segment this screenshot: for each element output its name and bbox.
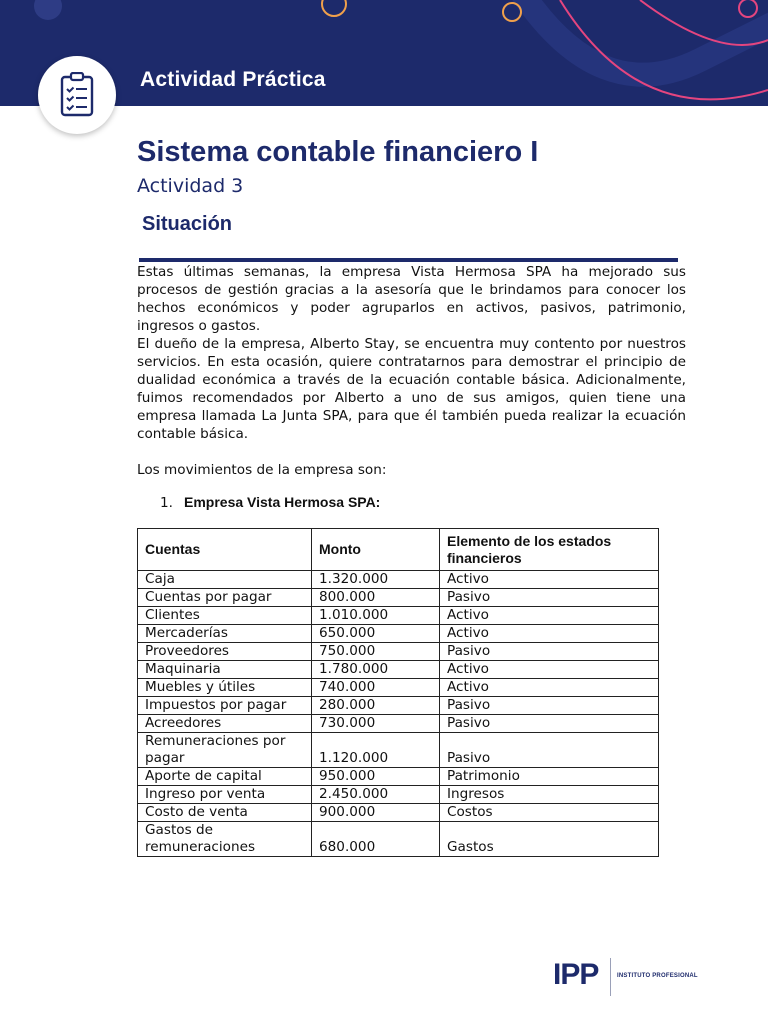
cell-amount: 740.000 [312, 679, 440, 697]
list-item-number: 1. [160, 495, 173, 511]
paragraph-1: Estas últimas semanas, la empresa Vista Hermosa SPA ha mejorado sus procesos de gestión gracias a la asesoría que le brindamos para conocer los hechos económicos y poder agruparlos en activos, pasivos, patrimonio, ingresos o gastos. [137, 264, 686, 335]
table-row [138, 822, 659, 857]
cell-account: Gastos de remuneraciones [138, 822, 312, 857]
logo-subtext: INSTITUTO PROFESIONAL [617, 973, 698, 979]
cell-account: Maquinaria [138, 661, 312, 679]
cell-element: Pasivo [440, 589, 659, 607]
checklist-clipboard-icon [38, 56, 116, 134]
cell-account: Costo de venta [138, 804, 312, 822]
table-row [138, 733, 659, 768]
cell-account: Mercaderías [138, 625, 312, 643]
cell-amount: 650.000 [312, 625, 440, 643]
cell-amount: 680.000 [312, 822, 440, 857]
cell-account: Clientes [138, 607, 312, 625]
table-row [138, 589, 659, 607]
table-row [138, 786, 659, 804]
cell-amount: 900.000 [312, 804, 440, 822]
cell-account: Aporte de capital [138, 768, 312, 786]
logo-ipp-text: IPP [553, 958, 599, 991]
cell-element: Ingresos [440, 786, 659, 804]
table-row [138, 571, 659, 589]
cell-element: Costos [440, 804, 659, 822]
cell-amount: 1.320.000 [312, 571, 440, 589]
cell-element: Activo [440, 607, 659, 625]
section-divider [139, 258, 678, 262]
paragraph-2: El dueño de la empresa, Alberto Stay, se encuentra muy contento por nuestros servicios. En esta ocasión, quiere contratarnos para demostrar el principio de dualidad económica a través de la ecuación contable básica. Adicionalmente, fuimos recomendados por Alberto a uno de sus amigos, quien tiene una empresa llamada La Junta SPA, para que él también pueda realizar la ecuación contable básica. [137, 336, 686, 443]
logo-divider [610, 958, 611, 996]
cell-amount: 750.000 [312, 643, 440, 661]
section-title: Situación [142, 213, 233, 235]
cell-amount: 1.120.000 [312, 733, 440, 768]
cell-account: Caja [138, 571, 312, 589]
table-row [138, 768, 659, 786]
cell-element: Pasivo [440, 643, 659, 661]
accounts-table [137, 528, 659, 857]
cell-element: Gastos [440, 822, 659, 857]
table-row [138, 804, 659, 822]
paragraph-3: Los movimientos de la empresa son: [137, 462, 387, 478]
cell-amount: 2.450.000 [312, 786, 440, 804]
table-row [138, 697, 659, 715]
cell-account: Ingreso por venta [138, 786, 312, 804]
cell-amount: 950.000 [312, 768, 440, 786]
list-item-1 [160, 494, 380, 511]
cell-account: Cuentas por pagar [138, 589, 312, 607]
header-elemento: Elemento de los estados financieros [440, 529, 659, 571]
cell-element: Activo [440, 625, 659, 643]
cell-account: Remuneraciones por pagar [138, 733, 312, 768]
cell-element: Patrimonio [440, 768, 659, 786]
banner-title: Actividad Práctica [140, 68, 326, 91]
cell-account: Proveedores [138, 643, 312, 661]
table-header-row [138, 529, 659, 571]
cell-account: Impuestos por pagar [138, 697, 312, 715]
table-row [138, 607, 659, 625]
document-title: Sistema contable financiero I [137, 136, 539, 168]
document-subtitle: Actividad 3 [137, 175, 244, 197]
cell-amount: 800.000 [312, 589, 440, 607]
header-monto: Monto [312, 529, 440, 571]
table-row [138, 661, 659, 679]
cell-account: Acreedores [138, 715, 312, 733]
list-item-label: Empresa Vista Hermosa SPA: [184, 494, 381, 510]
table-row [138, 715, 659, 733]
cell-amount: 1.010.000 [312, 607, 440, 625]
header-cuentas: Cuentas [138, 529, 312, 571]
cell-element: Pasivo [440, 715, 659, 733]
cell-element: Activo [440, 571, 659, 589]
table-row [138, 643, 659, 661]
cell-amount: 1.780.000 [312, 661, 440, 679]
cell-element: Pasivo [440, 733, 659, 768]
cell-element: Activo [440, 661, 659, 679]
table-row [138, 679, 659, 697]
table-row [138, 625, 659, 643]
cell-element: Activo [440, 679, 659, 697]
cell-amount: 280.000 [312, 697, 440, 715]
cell-account: Muebles y útiles [138, 679, 312, 697]
cell-amount: 730.000 [312, 715, 440, 733]
cell-element: Pasivo [440, 697, 659, 715]
